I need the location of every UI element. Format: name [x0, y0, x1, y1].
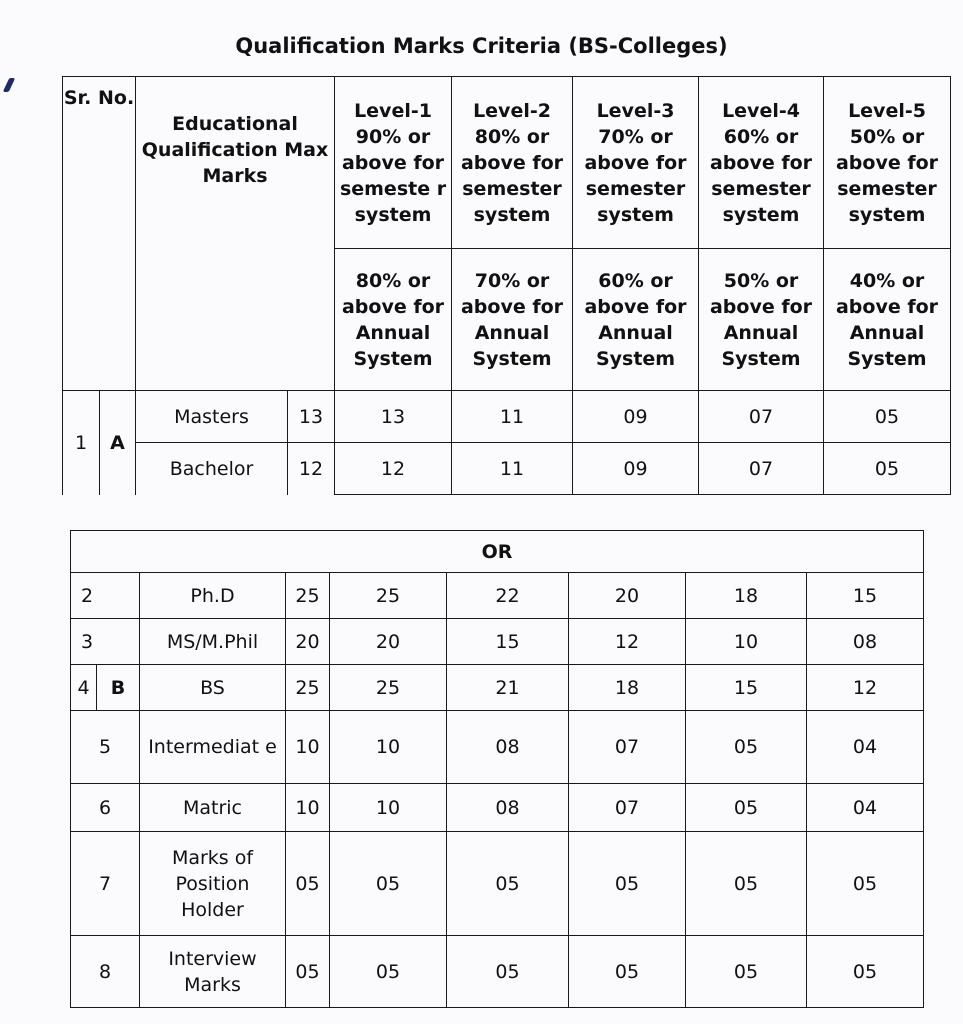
level-cell: 08 — [447, 784, 569, 832]
level-cell: 10 — [330, 711, 447, 784]
level-cell: 10 — [330, 784, 447, 832]
header-level-semester: Level-2 80% or above for semester system — [452, 77, 573, 249]
qualification-cell: Marks of Position Holder — [140, 832, 286, 936]
table-row — [63, 391, 951, 443]
level-cell: 05 — [686, 936, 807, 1008]
header-level-annual: 80% or above for Annual System — [335, 249, 452, 391]
level-cell: 21 — [447, 665, 569, 711]
level-cell: 04 — [807, 711, 924, 784]
qualification-cell: Matric — [140, 784, 286, 832]
header-level-semester: Level-4 60% or above for semester system — [699, 77, 824, 249]
sr-cell: 8 — [71, 936, 140, 1008]
level-cell: 05 — [686, 832, 807, 936]
table-row — [71, 936, 924, 1008]
level-cell: 07 — [699, 443, 824, 495]
qualification-cell: Intermediat e — [140, 711, 286, 784]
level-cell: 05 — [447, 936, 569, 1008]
level-cell: 04 — [807, 784, 924, 832]
qualification-cell: Ph.D — [140, 573, 286, 619]
level-cell: 15 — [686, 665, 807, 711]
level-cell: 18 — [686, 573, 807, 619]
level-cell: 05 — [686, 784, 807, 832]
table-row — [71, 711, 924, 784]
group-label: A — [100, 391, 136, 495]
table-row — [71, 832, 924, 936]
max-marks-cell: 10 — [286, 711, 330, 784]
level-cell: 08 — [807, 619, 924, 665]
header-sr-no: Sr. No. — [63, 77, 136, 391]
max-marks-cell: 25 — [286, 573, 330, 619]
level-cell: 12 — [335, 443, 452, 495]
level-cell: 11 — [452, 391, 573, 443]
max-marks-cell: 25 — [286, 665, 330, 711]
level-cell: 05 — [824, 443, 951, 495]
level-cell: 07 — [569, 784, 686, 832]
level-cell: 25 — [330, 665, 447, 711]
qualification-cell: Interview Marks — [140, 936, 286, 1008]
level-cell: 10 — [686, 619, 807, 665]
sr-cell: 3 — [71, 619, 140, 665]
level-cell: 12 — [807, 665, 924, 711]
sr-cell: 7 — [71, 832, 140, 936]
level-cell: 09 — [573, 443, 699, 495]
level-cell: 05 — [686, 711, 807, 784]
level-cell: 05 — [569, 936, 686, 1008]
level-cell: 15 — [807, 573, 924, 619]
sr-cell: 4 — [71, 665, 97, 711]
max-marks-cell: 10 — [286, 784, 330, 832]
max-marks-cell: 13 — [288, 391, 335, 443]
header-level-semester: Level-1 90% or above for semeste r system — [335, 77, 452, 249]
sr-cell: 1 — [63, 391, 100, 495]
level-cell: 15 — [447, 619, 569, 665]
level-cell: 05 — [569, 832, 686, 936]
header-level-annual: 40% or above for Annual System — [824, 249, 951, 391]
group-label: B — [97, 665, 140, 711]
level-cell: 05 — [807, 832, 924, 936]
level-cell: 05 — [447, 832, 569, 936]
page-title: Qualification Marks Criteria (BS-Colleges) — [235, 34, 728, 58]
level-cell: 13 — [335, 391, 452, 443]
table-row — [71, 619, 924, 665]
table-row — [71, 573, 924, 619]
header-level-semester: Level-3 70% or above for semester system — [573, 77, 699, 249]
level-cell: 18 — [569, 665, 686, 711]
criteria-table-top — [62, 76, 951, 495]
max-marks-cell: 05 — [286, 936, 330, 1008]
or-divider: OR — [71, 531, 924, 573]
level-cell: 05 — [330, 832, 447, 936]
level-cell: 08 — [447, 711, 569, 784]
table-row — [71, 665, 924, 711]
level-cell: 05 — [330, 936, 447, 1008]
header-level-annual: 70% or above for Annual System — [452, 249, 573, 391]
level-cell: 07 — [569, 711, 686, 784]
level-cell: 22 — [447, 573, 569, 619]
qualification-cell: Bachelor — [136, 443, 288, 495]
level-cell: 11 — [452, 443, 573, 495]
level-cell: 05 — [824, 391, 951, 443]
qualification-cell: BS — [140, 665, 286, 711]
header-qualification: Educational Qualification Max Marks — [136, 77, 335, 391]
level-cell: 05 — [807, 936, 924, 1008]
table-row — [71, 784, 924, 832]
qualification-cell: MS/M.Phil — [140, 619, 286, 665]
header-level-annual: 50% or above for Annual System — [699, 249, 824, 391]
level-cell: 09 — [573, 391, 699, 443]
sr-cell: 6 — [71, 784, 140, 832]
ink-mark — [3, 78, 16, 92]
qualification-cell: Masters — [136, 391, 288, 443]
level-cell: 12 — [569, 619, 686, 665]
max-marks-cell: 12 — [288, 443, 335, 495]
sr-cell: 2 — [71, 573, 140, 619]
header-level-semester: Level-5 50% or above for semester system — [824, 77, 951, 249]
header-level-annual: 60% or above for Annual System — [573, 249, 699, 391]
criteria-table-bottom — [70, 530, 924, 1008]
level-cell: 07 — [699, 391, 824, 443]
max-marks-cell: 20 — [286, 619, 330, 665]
level-cell: 25 — [330, 573, 447, 619]
table-row — [63, 443, 951, 495]
max-marks-cell: 05 — [286, 832, 330, 936]
level-cell: 20 — [569, 573, 686, 619]
sr-cell: 5 — [71, 711, 140, 784]
level-cell: 20 — [330, 619, 447, 665]
